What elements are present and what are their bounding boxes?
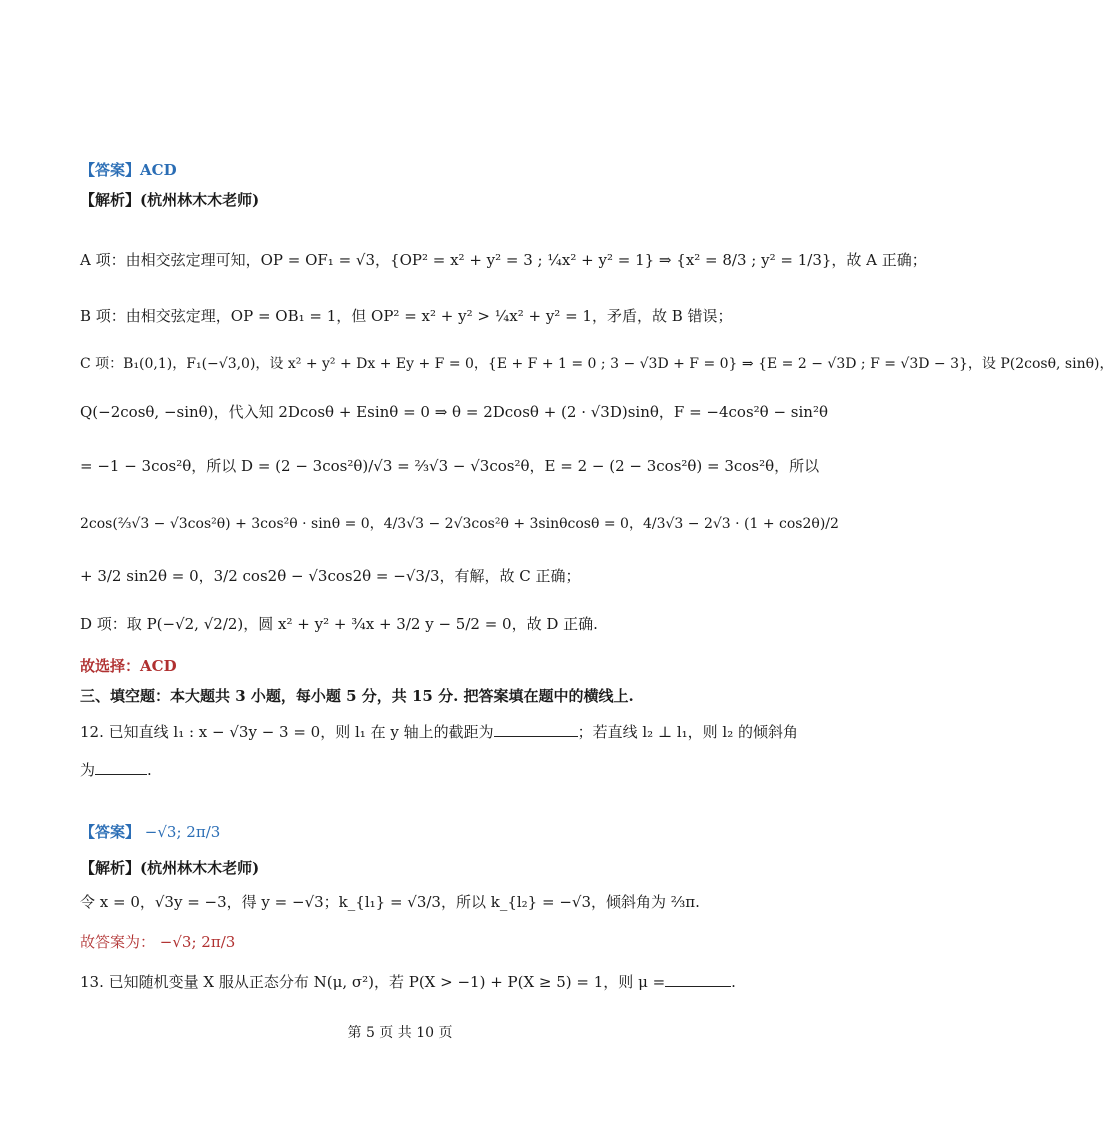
question-13-stem: 13. 已知随机变量 X 服从正态分布 N(μ, σ²)，若 P(X > −1) + P(X ≥ 5) = 1，则 μ = bbox=[80, 973, 666, 991]
question-12-period: . bbox=[147, 761, 152, 779]
answer-blank-2[interactable] bbox=[95, 760, 147, 775]
option-c-analysis-line3: = −1 − 3cos²θ，所以 D = (2 − 3cos²θ)/√3 = ⅔√3 − √3cos²θ，E = 2 − (2 − 3cos²θ) = 3cos²θ，所以 bbox=[80, 457, 820, 475]
answer-value-q12: −√3; 2π/3 bbox=[144, 823, 221, 841]
question-12-stem-end: 为 bbox=[80, 761, 96, 779]
conclusion-label-q12: 故答案为： bbox=[80, 933, 156, 951]
option-a-analysis: A 项：由相交弦定理可知，OP = OF₁ = √3，{OP² = x² + y² = 3 ; ¼x² + y² = 1} ⇒ {x² = 8/3 ; y² = 1/3}，故 A 正确； bbox=[80, 251, 927, 269]
option-c-analysis-line5: + 3/2 sin2θ = 0，3/2 cos2θ − √3cos2θ = −√3/3，有解，故 C 正确； bbox=[80, 567, 581, 585]
analysis-label-q11: 【解析】(杭州林木木老师) bbox=[80, 191, 260, 209]
answer-blank-1[interactable] bbox=[494, 722, 578, 737]
conclusion-row-q12 bbox=[80, 932, 235, 952]
answer-label-q12: 【答案】 bbox=[80, 823, 141, 841]
question-13 bbox=[80, 972, 736, 992]
option-c-analysis-line2: Q(−2cosθ, −sinθ)，代入知 2Dcosθ + Esinθ = 0 ⇒ θ = 2Dcosθ + (2 · √3D)sinθ，F = −4cos²θ − sin²θ bbox=[80, 403, 828, 421]
option-b-analysis: B 项：由相交弦定理，OP = OB₁ = 1，但 OP² = x² + y² > ¼x² + y² = 1，矛盾，故 B 错误； bbox=[80, 307, 733, 325]
conclusion-value-q12: −√3; 2π/3 bbox=[159, 933, 236, 951]
conclusion-q11: 故选择：ACD bbox=[80, 657, 177, 675]
analysis-text-q12: 令 x = 0，√3y = −3，得 y = −√3；k_{l₁} = √3/3，所以 k_{l₂} = −√3，倾斜角为 ⅔π. bbox=[80, 893, 700, 911]
answer-label-q11: 【答案】ACD bbox=[80, 161, 177, 179]
answer-blank-3[interactable] bbox=[665, 972, 731, 987]
option-c-analysis-line4: 2cos(⅔√3 − √3cos²θ) + 3cos²θ · sinθ = 0，4/3√3 − 2√3cos²θ + 3sinθcosθ = 0，4/3√3 − 2√3 · (1 + cos2θ)/2 bbox=[80, 516, 839, 532]
question-12-stem-cont: ；若直线 l₂ ⊥ l₁，则 l₂ 的倾斜角 bbox=[577, 723, 798, 741]
question-13-period: . bbox=[731, 973, 736, 991]
question-12-line1 bbox=[80, 722, 798, 742]
question-12-line2 bbox=[80, 760, 152, 780]
analysis-label-q12: 【解析】(杭州林木木老师) bbox=[80, 859, 260, 877]
answer-row-q12 bbox=[80, 822, 220, 842]
question-12-stem: 12. 已知直线 l₁ : x − √3y − 3 = 0，则 l₁ 在 y 轴上的截距为 bbox=[80, 723, 494, 741]
section-heading: 三、填空题：本大题共 3 小题，每小题 5 分，共 15 分. 把答案填在题中的横线上. bbox=[80, 687, 634, 705]
option-c-analysis-line1: C 项：B₁(0,1)，F₁(−√3,0)，设 x² + y² + Dx + Ey + F = 0，{E + F + 1 = 0 ; 3 − √3D + F = 0} ⇒ {E = 2 − √3D ; F = √3D − 3}，设 P(2cosθ, sinθ)， bbox=[80, 356, 1114, 372]
page-footer: 第 5 页 共 10 页 bbox=[347, 1025, 453, 1041]
option-d-analysis: D 项：取 P(−√2, √2/2)，圆 x² + y² + ¾x + 3/2 y − 5/2 = 0，故 D 正确. bbox=[80, 615, 598, 633]
